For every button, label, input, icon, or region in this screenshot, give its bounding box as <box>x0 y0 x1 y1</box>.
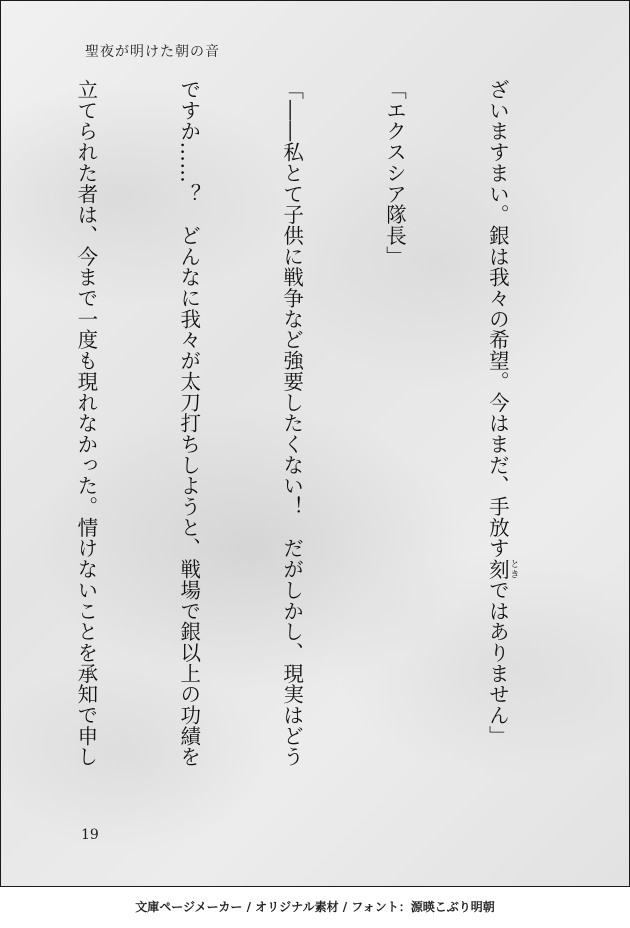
book-title: 聖夜が明けた朝の音 <box>85 44 220 60</box>
vertical-body-text <box>0 79 587 768</box>
text-line: 「――私とて子供に戦争など強要したくない！ だがしかし、現実はどう <box>279 79 304 768</box>
ruby-annotation: とき <box>508 558 519 580</box>
text-line: ですか……？ どんなに我々が太刀打ちしようと、戦場で銀以上の功績を <box>176 79 201 768</box>
page-number: 19 <box>81 827 99 843</box>
footer-credit: 文庫ページメーカー / オリジナル素材 / フォント：源暎こぶり明朝 <box>135 900 495 914</box>
text-line: 立てられた者は、今まで一度も現れなかった。情けないことを承知で申し <box>73 79 98 768</box>
text-line: 「エクスシア隊長」 <box>382 79 407 267</box>
ruby-kanji: 刻 とき <box>485 558 519 580</box>
text-line: ざいますまい。銀は我々の希望。今はまだ、手放す刻 ときではありません」 <box>485 79 519 747</box>
